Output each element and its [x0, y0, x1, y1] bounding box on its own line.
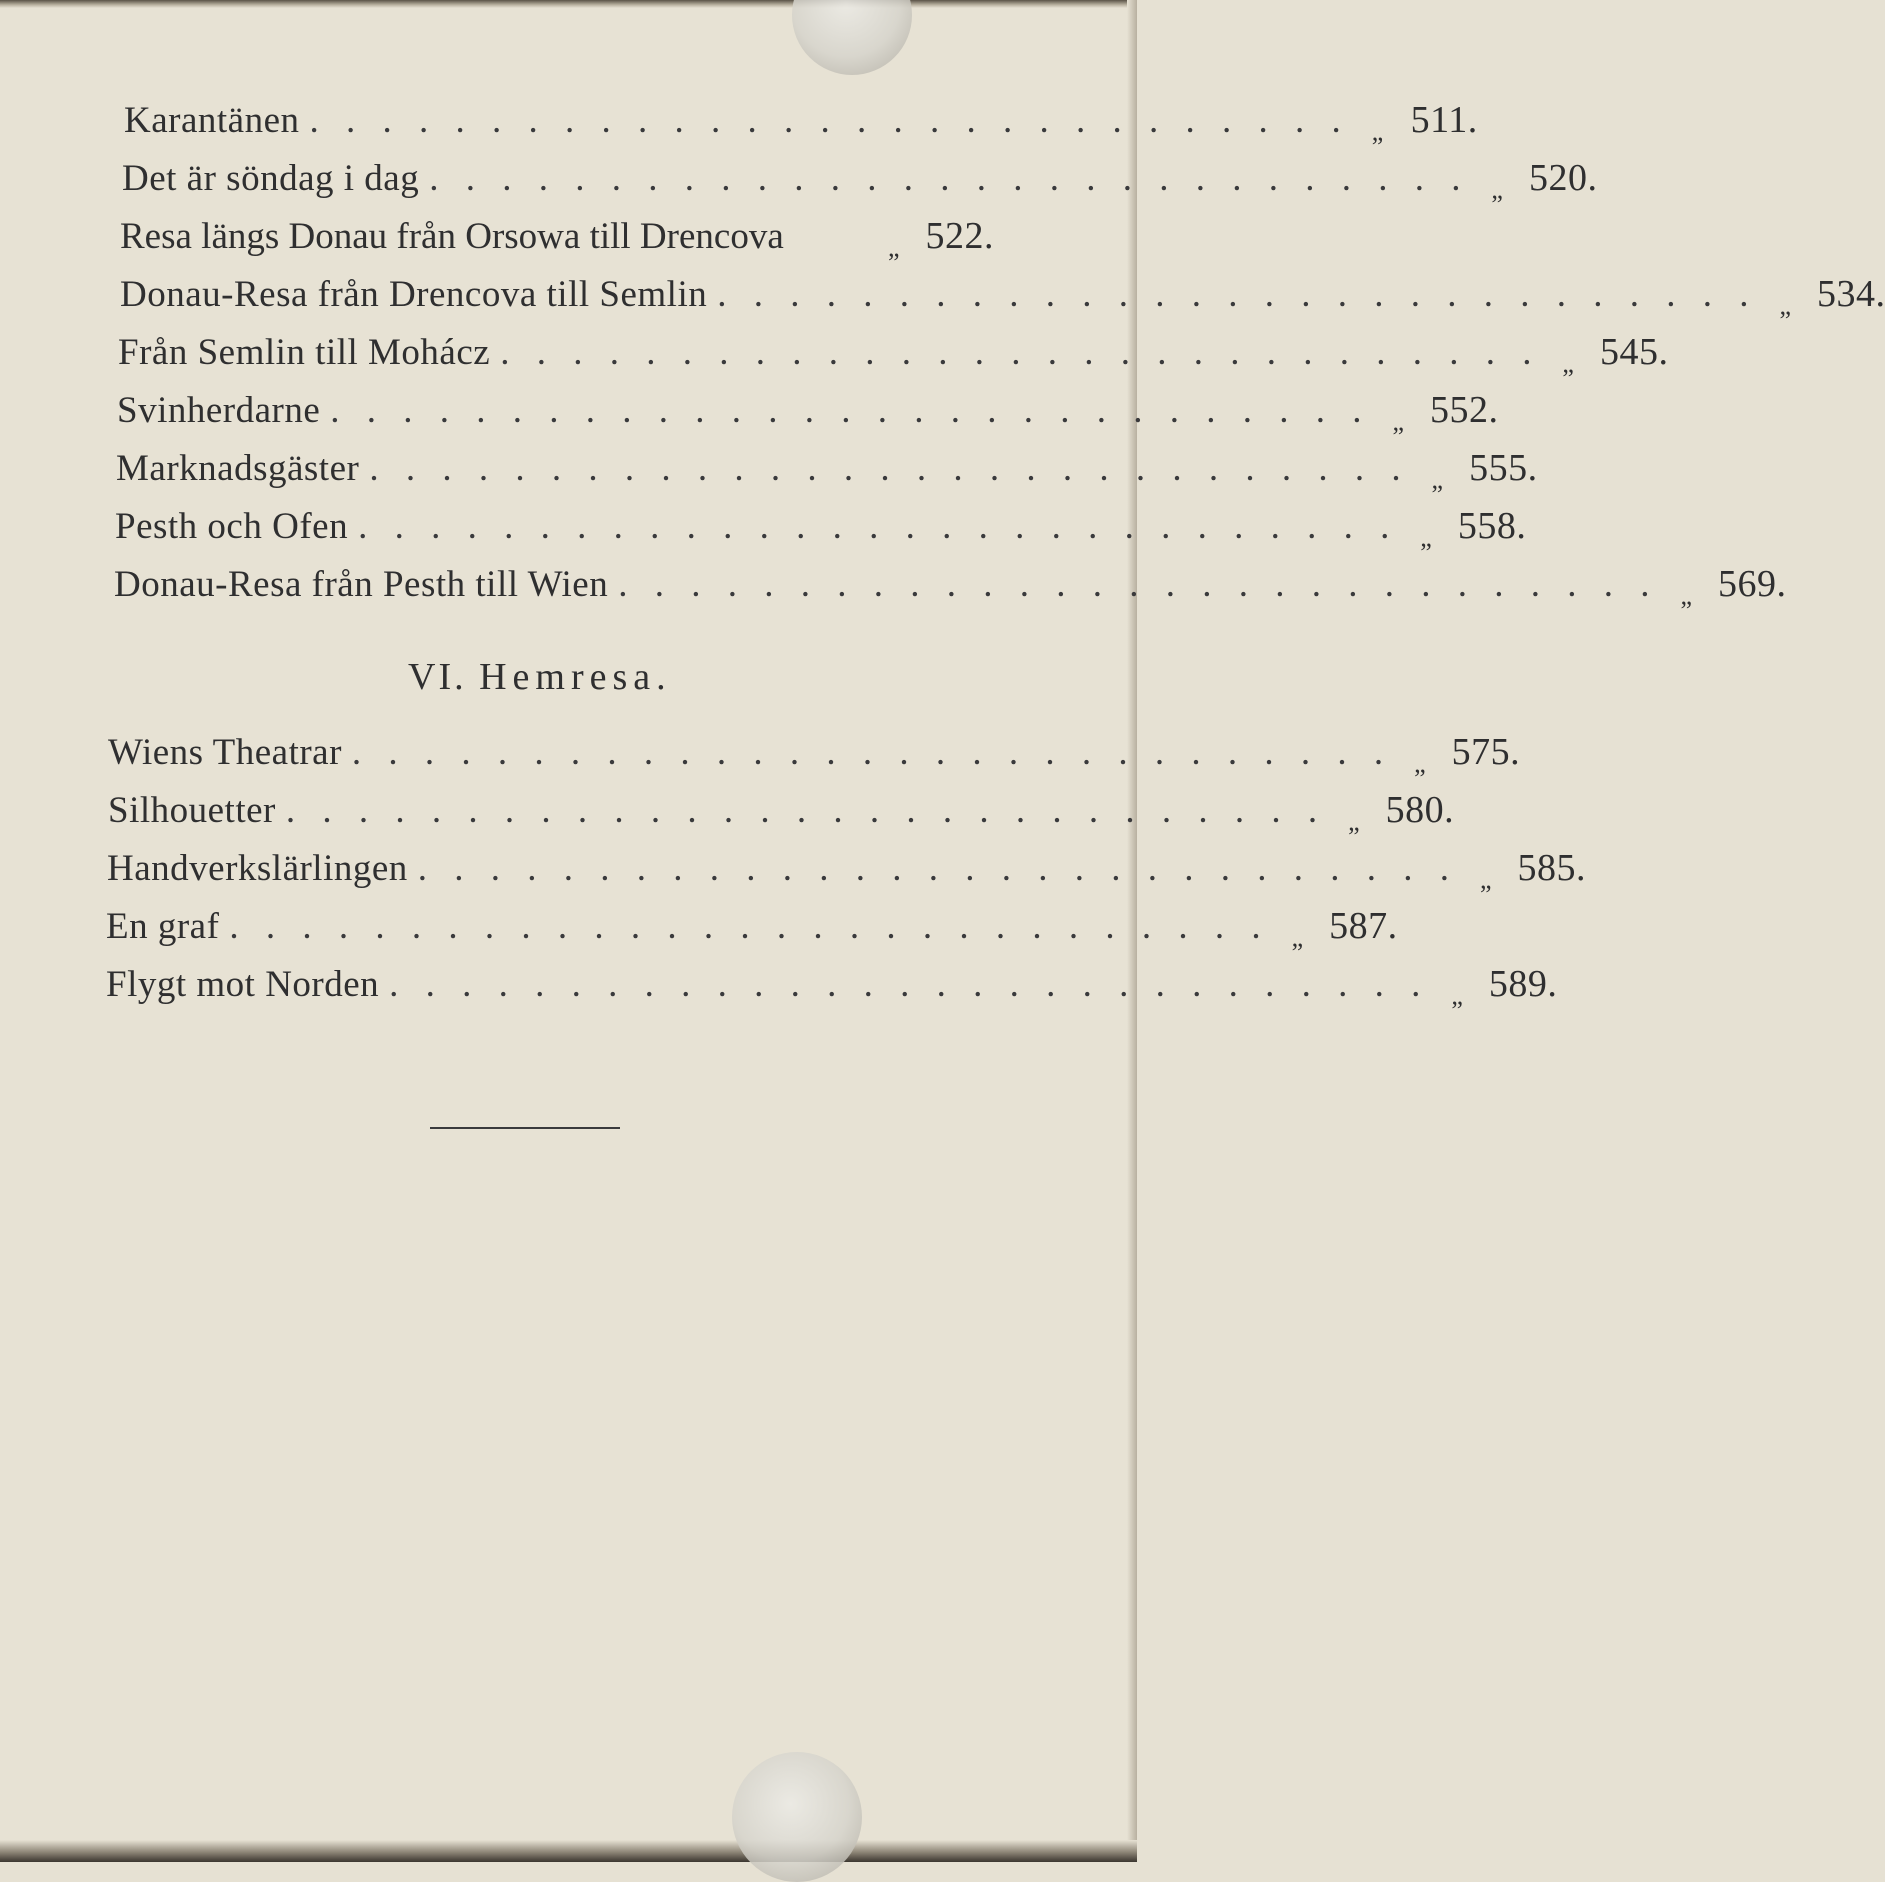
ditto-mark: „ — [1348, 807, 1361, 836]
ditto-mark: „ — [1562, 349, 1575, 378]
toc-entry — [120, 272, 1885, 322]
leader-dots: . . . . . . . . . . . . . . . . . . . . . . . . . . . . . — [330, 390, 1371, 431]
toc-entry-title: Pesth och Ofen — [115, 506, 349, 547]
leader-dots: . . . . . . . . . . . . . . . . . . . . . . . . . . . . . — [618, 564, 1659, 605]
toc-entry-page: 545. — [1599, 331, 1669, 373]
leader-dots: . . . . . . . . . . . . . . . . . . . . . . . . . . . . . — [417, 848, 1459, 889]
closing-rule — [430, 1127, 620, 1129]
toc-entry-page: 585. — [1517, 847, 1587, 889]
page-top-edge — [0, 0, 1137, 8]
toc-entry-page: 575. — [1451, 731, 1521, 773]
leader-dots: . . . . . . . . . . . . . . . . . . . . . . . . . . . . . — [369, 448, 1410, 489]
toc-entry-page: 589. — [1488, 963, 1558, 1005]
toc-entry-title: Resa längs Donau från Orsowa till Drencova — [120, 216, 784, 257]
toc-entry-page: 580. — [1385, 789, 1455, 831]
toc-entry — [108, 730, 1521, 780]
toc-entry — [120, 214, 994, 264]
ditto-mark: „ — [1414, 749, 1427, 778]
ditto-mark: „ — [1420, 523, 1433, 552]
toc-entry-title: En graf — [106, 906, 220, 947]
ditto-mark: „ — [1431, 465, 1444, 494]
toc-entry-title: Från Semlin till Mohácz — [118, 332, 491, 373]
toc-entry-page: 511. — [1410, 99, 1478, 141]
toc-entry — [114, 562, 1787, 612]
toc-entry-title: Donau-Resa från Drencova till Semlin — [120, 274, 708, 315]
toc-entry-title: Karantänen — [124, 100, 300, 141]
leader-dots: . . . . . . . . . . . . . . . . . . . . . . . . . . . . . — [351, 732, 1393, 773]
ditto-mark: „ — [1371, 117, 1384, 146]
toc-entry — [122, 156, 1598, 206]
ditto-mark: „ — [1680, 581, 1693, 610]
page-bottom-edge — [0, 1840, 1137, 1862]
toc-entry-title: Det är söndag i dag — [122, 158, 420, 199]
toc-entry — [118, 330, 1669, 380]
leader-dots: . . . . . . . . . . . . . . . . . . . . . . . . . . . . . — [429, 158, 1470, 199]
ditto-mark: „ — [1392, 407, 1405, 436]
leader-dots: . . . . . . . . . . . . . . . . . . . . . . . . . . . . . — [717, 274, 1758, 315]
section-numeral: VI. — [408, 656, 467, 698]
toc-entry — [117, 388, 1499, 438]
tape-mark-top — [792, 0, 912, 75]
ditto-mark: „ — [1779, 291, 1792, 320]
ditto-mark: „ — [1480, 865, 1493, 894]
toc-entry — [108, 788, 1455, 838]
leader-dots: . . . . . . . . . . . . . . . . . . . . . . . . . . . . . — [389, 964, 1430, 1005]
toc-entry — [116, 446, 1538, 496]
toc-entry-title: Silhouetter — [108, 790, 276, 831]
toc-entry-page: 534. — [1816, 273, 1885, 315]
section-title: Hemresa. — [479, 656, 672, 698]
toc-entry-title: Handverkslärlingen — [107, 848, 408, 889]
toc-entry — [106, 962, 1558, 1012]
toc-entry-title: Donau-Resa från Pesth till Wien — [114, 564, 609, 605]
ditto-mark: „ — [887, 233, 901, 262]
toc-entry-title: Flygt mot Norden — [106, 964, 380, 1005]
toc-entry-page: 555. — [1469, 447, 1538, 489]
ditto-mark: „ — [1291, 923, 1304, 952]
section-heading — [408, 655, 672, 699]
leader-dots: . . . . . . . . . . . . . . . . . . . . . . . . . . . . . — [358, 506, 1399, 547]
ditto-mark: „ — [1491, 175, 1504, 204]
toc-entry-title: Wiens Theatrar — [108, 732, 342, 773]
toc-entry-title: Svinherdarne — [117, 390, 321, 431]
leader-dots: . . . . . . . . . . . . . . . . . . . . . . . . . . . . . — [309, 100, 1350, 141]
leader-dots: . . . . . . . . . . . . . . . . . . . . . . . . . . . . . — [500, 332, 1541, 373]
toc-entry — [106, 904, 1398, 954]
toc-entry-page: 520. — [1528, 157, 1598, 199]
toc-entry-page: 569. — [1717, 563, 1787, 605]
ditto-mark: „ — [1451, 981, 1464, 1010]
toc-entry-page: 552. — [1430, 389, 1499, 431]
toc-entry-page: 522. — [925, 215, 994, 257]
toc-entry — [124, 98, 1478, 148]
leader-dots: . . . . . . . . . . . . . . . . . . . . . . . . . . . . . — [285, 790, 1327, 831]
toc-entry-title: Marknadsgäster — [116, 448, 360, 489]
toc-entry — [115, 504, 1527, 554]
leader-dots: . . . . . . . . . . . . . . . . . . . . . . . . . . . . . — [229, 906, 1270, 947]
toc-entry-page: 587. — [1329, 905, 1398, 947]
toc-entry-page: 558. — [1457, 505, 1527, 547]
toc-entry — [107, 846, 1587, 896]
tape-mark-bottom — [732, 1752, 862, 1882]
